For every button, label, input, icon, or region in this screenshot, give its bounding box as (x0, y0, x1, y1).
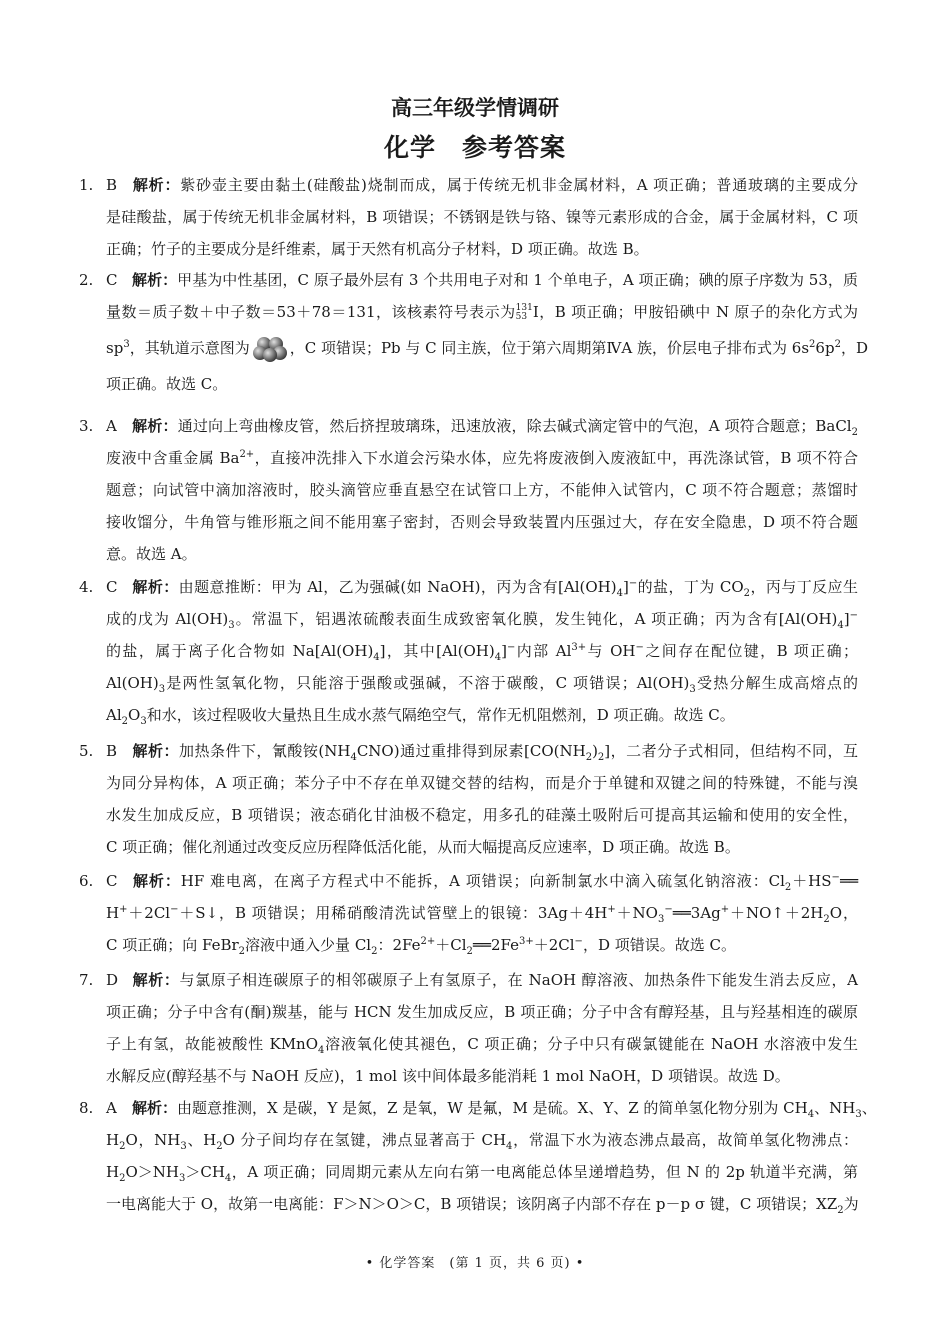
q4-line-5 (106, 699, 858, 731)
q3-line-3 (106, 474, 858, 506)
q5-line-2 (106, 767, 858, 799)
q8-line-3 (106, 1156, 858, 1188)
q6-text: ：2Fe (377, 936, 421, 954)
q3-line-4 (106, 506, 858, 538)
q5-text: ]，二者分子式相同，但结构不同，互 (604, 742, 858, 760)
q6-text: ══3Ag (672, 904, 721, 922)
q3-text: ，直接冲洗排入下水道会污染水体，应先将废液倒入废液缸中，再洗涤试管，B 项不符合 (254, 449, 858, 467)
superscript: 3+ (518, 936, 534, 947)
q2-number: 2. (79, 271, 94, 289)
q5-number: 5. (79, 742, 94, 760)
q2-text: 量数＝质子数＋中子数＝53＋78＝131，该核素符号表示为 (106, 303, 516, 321)
superscript: − (574, 936, 583, 947)
q2-text: sp (106, 339, 124, 357)
q8-line-2 (106, 1124, 858, 1156)
q4-answer: C (106, 578, 118, 596)
subscript: 2 (119, 1173, 126, 1184)
q2-text: 项正确。故选 C。 (106, 375, 228, 393)
mass-number: 131 (515, 303, 533, 313)
question-4 (79, 571, 859, 731)
q2-text: ，其轨道示意图为 (129, 339, 250, 357)
q3-text: 通过向上弯曲橡皮管，然后挤捏玻璃珠，迅速放液，除去碱式滴定管中的气泡，A 项符合题意；BaCl (177, 417, 852, 435)
q8-text: 由题意推测，X 是碳，Y 是氮，Z 是氧，W 是氟，M 是硫。X、Y、Z 的简单氢化物分别为 CH (177, 1099, 808, 1117)
subscript: 3 (689, 684, 696, 695)
q4-text: 和水，该过程吸收大量热且生成水蒸气隔绝空气，常作无机阻燃剂，D 项正确。故选 C。 (146, 706, 735, 724)
q6-analysis-label: 解析： (132, 872, 181, 890)
q8-number: 8. (79, 1099, 94, 1117)
subscript: 3 (180, 1141, 187, 1152)
q6-text: ＋S↓，B 项错误；用稀硝酸清洗试管壁上的银镜：3Ag＋4H (178, 904, 608, 922)
q2-text: I，B 项正确；甲胺铅碘中 N 原子的杂化方式为 (532, 303, 858, 321)
q5-answer: B (106, 742, 118, 760)
subscript: 2 (466, 946, 473, 957)
q4-line-2 (106, 603, 858, 635)
q6-line-1 (79, 865, 858, 897)
q2-text: ，D (840, 339, 868, 357)
subscript: 4 (318, 1045, 325, 1056)
q5-line-3 (106, 799, 858, 831)
sp3-orbital-diagram-icon (252, 334, 288, 364)
subscript: 2 (121, 716, 129, 727)
superscript: 2 (834, 339, 841, 350)
q7-analysis-label: 解析： (132, 971, 180, 989)
q2-text: ，C 项错误；Pb 与 C 同主族，位于第六周期第ⅣA 族，价层电子排布式为 6s (289, 339, 810, 357)
q4-text: Al (106, 706, 122, 724)
q5-line-1 (79, 735, 858, 767)
q4-text: 的盐，丁为 CO (637, 578, 744, 596)
page-subtitle (0, 128, 950, 164)
q5-text: 为同分异构体，A 项正确；苯分子中不存在单双键交替的结构，而是介于单键和双键之间的特殊键，不能与溴 (106, 774, 858, 792)
subscript: 4 (506, 1141, 513, 1152)
superscript: 2+ (239, 449, 255, 460)
q5-text: ) (592, 742, 598, 760)
superscript: − (664, 904, 673, 915)
subject-label: 化学 (383, 133, 436, 162)
q7-text: 子上有氢，故能被酸性 KMnO (106, 1035, 319, 1053)
subscript: 2 (597, 752, 605, 763)
q8-analysis-label: 解析： (132, 1099, 178, 1117)
subscript: 2 (837, 1205, 844, 1216)
q2-answer: C (106, 271, 118, 289)
q3-line-1 (79, 410, 858, 442)
q4-text: O (128, 706, 141, 724)
q4-line-1 (79, 571, 858, 603)
q5-analysis-label: 解析： (132, 742, 179, 760)
q1-line-2 (106, 201, 858, 233)
question-2 (79, 264, 868, 400)
q6-text: O， (829, 904, 858, 922)
q2-line-2 (106, 296, 858, 328)
subscript: 2 (119, 1141, 126, 1152)
q4-text: Al(OH) (106, 674, 159, 692)
q5-text: 加热条件下，氰酸铵(NH (178, 742, 351, 760)
q1-line-3 (106, 233, 858, 265)
subscript: 4 (837, 620, 844, 631)
question-6 (79, 865, 858, 961)
subscript: 2 (851, 427, 858, 438)
q7-line-3 (106, 1028, 858, 1060)
q6-line-2 (106, 897, 858, 929)
subscript: 3 (228, 620, 235, 631)
q6-text: ══2Fe (472, 936, 519, 954)
q4-text: 由题意推断：甲为 Al，乙为强碱(如 NaOH)，丙为含有[Al(OH) (178, 578, 617, 596)
superscript: + (119, 904, 128, 915)
q4-text: 与 OH (586, 642, 636, 660)
q7-line-2 (106, 996, 858, 1028)
superscript: − (170, 904, 179, 915)
q4-line-3 (106, 635, 858, 667)
superscript: − (831, 872, 840, 883)
subscript: 4 (224, 1173, 232, 1184)
q5-line-4 (106, 831, 858, 863)
q3-analysis-label: 解析： (132, 417, 178, 435)
q7-line-4 (106, 1060, 858, 1092)
q4-number: 4. (79, 578, 94, 596)
subscript: 2 (238, 946, 246, 957)
q4-line-4 (106, 667, 858, 699)
q1-text: 紫砂壶主要由黏土(硅酸盐)烧制而成，属于传统无机非金属材料，A 项正确；普通玻璃的主要成分 (180, 176, 858, 194)
subscript: 2 (585, 752, 593, 763)
q1-answer: B (106, 176, 118, 194)
q7-text: 水解反应(醇羟基不与 NaOH 反应)，1 mol 该中间体最多能消耗 1 mol NaOH，D 项错误。故选 D。 (106, 1067, 790, 1085)
q8-text: 、NH (814, 1099, 856, 1117)
q7-line-1 (79, 964, 858, 996)
q8-text: ，A 项正确；同周期元素从左向右第一电离能总体呈递增趋势，但 N 的 2p 轨道半充满，第 (231, 1163, 858, 1181)
q6-text: 溶液中通入少量 Cl (245, 936, 372, 954)
q2-text: 6p (815, 339, 835, 357)
q6-text: C 项正确；向 FeBr (106, 936, 239, 954)
superscript: + (720, 904, 730, 915)
q8-text: 、H (186, 1131, 217, 1149)
q8-answer: A (106, 1099, 117, 1117)
q2-line-1 (79, 264, 858, 296)
subscript: 3 (140, 716, 147, 727)
q7-number: 7. (79, 971, 94, 989)
q6-text: ＋2Cl (533, 936, 575, 954)
page-title: 高三年级学情调研 (391, 96, 559, 120)
q4-text: 之间存在配位键，B 项正确； (643, 642, 858, 660)
question-7 (79, 964, 858, 1092)
q1-line-1 (79, 169, 858, 201)
q1-number: 1. (79, 176, 94, 194)
q3-line-2 (106, 442, 858, 474)
atomic-number: 53 (515, 312, 528, 322)
q7-answer: D (106, 971, 119, 989)
q2-text: 甲基为中性基团，C 原子最外层有 3 个共用电子对和 1 个单电子，A 项正确；碘的原子序数为 53，质 (177, 271, 858, 289)
question-5 (79, 735, 858, 863)
superscript: 3 (123, 339, 130, 350)
superscript: + (607, 904, 616, 915)
q1-text: 正确；竹子的主要成分是纤维素，属于天然有机高分子材料，D 项正确。故选 B。 (106, 240, 649, 258)
q7-text: 溶液氧化使其褪色，C 项正确；分子中只有碳氯键能在 NaOH 水溶液中发生 (324, 1035, 858, 1053)
q6-text: ＋Cl (435, 936, 467, 954)
q6-text: ＋NO (615, 904, 658, 922)
q8-text: 、 (861, 1099, 877, 1117)
superscript: − (635, 642, 644, 653)
subscript: 4 (616, 588, 623, 599)
subscript: 2 (371, 946, 378, 957)
subscript: 3 (657, 914, 665, 925)
q5-text: CNO)通过重排得到尿素[CO(NH (356, 742, 586, 760)
q2-line-4 (106, 368, 858, 400)
superscript: − (849, 610, 859, 621)
q8-text: 一电离能大于 O，故第一电离能：F＞N＞O＞C，B 项错误；该阴离子内部不存在 p－p σ 键，C 项错误；XZ (106, 1195, 838, 1213)
q8-text: H (106, 1131, 120, 1149)
q6-answer: C (106, 872, 118, 890)
q7-text: 项正确；分子中含有(酮)羰基，能与 HCN 发生加成反应，B 项正确；分子中含有醇羟基，且与羟基相连的碳原 (106, 1003, 858, 1021)
subscript: 4 (373, 652, 380, 663)
reference-answer-label: 参考答案 (462, 133, 567, 162)
q4-text: 。常温下，铝遇浓硫酸表面生成致密氧化膜，发生钝化，A 项正确；丙为含有[Al(OH) (234, 610, 838, 628)
q6-number: 6. (79, 872, 94, 890)
q1-text: 是硅酸盐，属于传统无机非金属材料，B 项错误；不锈钢是铁与铬、镍等元素形成的合金，属于金属材料，C 项 (106, 208, 858, 226)
q8-text: 为 (843, 1195, 859, 1213)
subscript: 3 (178, 1173, 186, 1184)
q8-text: ＞CH (185, 1163, 225, 1181)
superscript: 3+ (571, 642, 587, 653)
q4-text: ] (501, 642, 507, 660)
q4-text: ] (622, 578, 629, 596)
q3-answer: A (106, 417, 117, 435)
subscript: 3 (855, 1109, 862, 1120)
page-footer: • 化学答案 (第 1 页，共 6 页) • (365, 1256, 585, 1271)
q4-text: 内部 Al (515, 642, 572, 660)
q4-text: 是两性氢氧化物，只能溶于强酸或强碱，不溶于碳酸，C 项错误；Al(OH) (165, 674, 690, 692)
q4-text: ]，其中[Al(OH) (379, 642, 495, 660)
q3-text: 废液中含重金属 Ba (106, 449, 240, 467)
subscript: 4 (807, 1109, 815, 1120)
subscript: 2 (743, 588, 751, 599)
subscript: 2 (784, 882, 792, 893)
q8-text: O＞NH (125, 1163, 179, 1181)
question-3 (79, 410, 858, 570)
q3-text: 接收馏分，牛角管与锥形瓶之间不能用塞子密封，否则会导致装置内压强过大，存在安全隐患，D 项不符合题 (106, 513, 858, 531)
q4-text: ，丙与丁反应生 (750, 578, 858, 596)
q2-line-3 (106, 328, 868, 368)
q6-text: H (106, 904, 120, 922)
subscript: 2 (216, 1141, 223, 1152)
superscript: 2+ (420, 936, 436, 947)
subscript: 2 (823, 914, 830, 925)
q4-text: 的盐，属于离子化合物如 Na[Al(OH) (106, 642, 374, 660)
q6-line-3 (106, 929, 858, 961)
q8-text: ，常温下水为液态沸点最高，故简单氢化物沸点： (512, 1131, 858, 1149)
q4-analysis-label: 解析： (132, 578, 179, 596)
q6-text: ＋2Cl (127, 904, 171, 922)
q6-text: ＋HS (791, 872, 832, 890)
nuclide-symbol-indices (516, 304, 533, 322)
question-1 (79, 169, 858, 265)
q6-text: ＋NO↑＋2H (729, 904, 824, 922)
q6-text: ，D 项错误。故选 C。 (582, 936, 736, 954)
superscript: − (506, 642, 516, 653)
q8-text: O，NH (125, 1131, 181, 1149)
q1-analysis-label: 解析： (132, 176, 181, 194)
superscript: − (628, 578, 638, 589)
q4-text: ] (843, 610, 850, 628)
q6-text: ══ (839, 872, 858, 890)
subscript: 3 (158, 684, 166, 695)
q5-text: 水发生加成反应，B 项错误；液态硝化甘油极不稳定，用多孔的硅藻土吸附后可提高其运输和使用的安全性， (106, 806, 858, 824)
question-8 (79, 1092, 877, 1220)
q3-text: 题意；向试管中滴加溶液时，胶头滴管应垂直悬空在试管口上方，不能伸入试管内，C 项不符合题意；蒸馏时 (106, 481, 858, 499)
q7-text: 与氯原子相连碳原子的相邻碳原子上有氢原子，在 NaOH 醇溶液、加热条件下能发生消去反应，A (179, 971, 858, 989)
q8-line-1 (79, 1092, 877, 1124)
q3-line-5 (106, 538, 858, 570)
q3-number: 3. (79, 417, 94, 435)
q8-text: O 分子间均存在氢键，沸点显著高于 CH (222, 1131, 507, 1149)
subscript: 4 (494, 652, 502, 663)
q6-text: HF 难电离，在离子方程式中不能拆，A 项错误；向新制氯水中滴入硫氢化钠溶液：Cl (180, 872, 785, 890)
q2-analysis-label: 解析： (132, 271, 178, 289)
q5-text: C 项正确；催化剂通过改变反应历程降低活化能，从而大幅提高反应速率，D 项正确。故选 B。 (106, 838, 740, 856)
q4-text: 受热分解生成高熔点的 (695, 674, 858, 692)
q4-text: 成的戊为 Al(OH) (106, 610, 229, 628)
subscript: 4 (350, 752, 357, 763)
q8-line-4 (106, 1188, 858, 1220)
q8-text: H (106, 1163, 120, 1181)
q3-text: 意。故选 A。 (106, 545, 197, 563)
superscript: 2 (809, 339, 816, 350)
